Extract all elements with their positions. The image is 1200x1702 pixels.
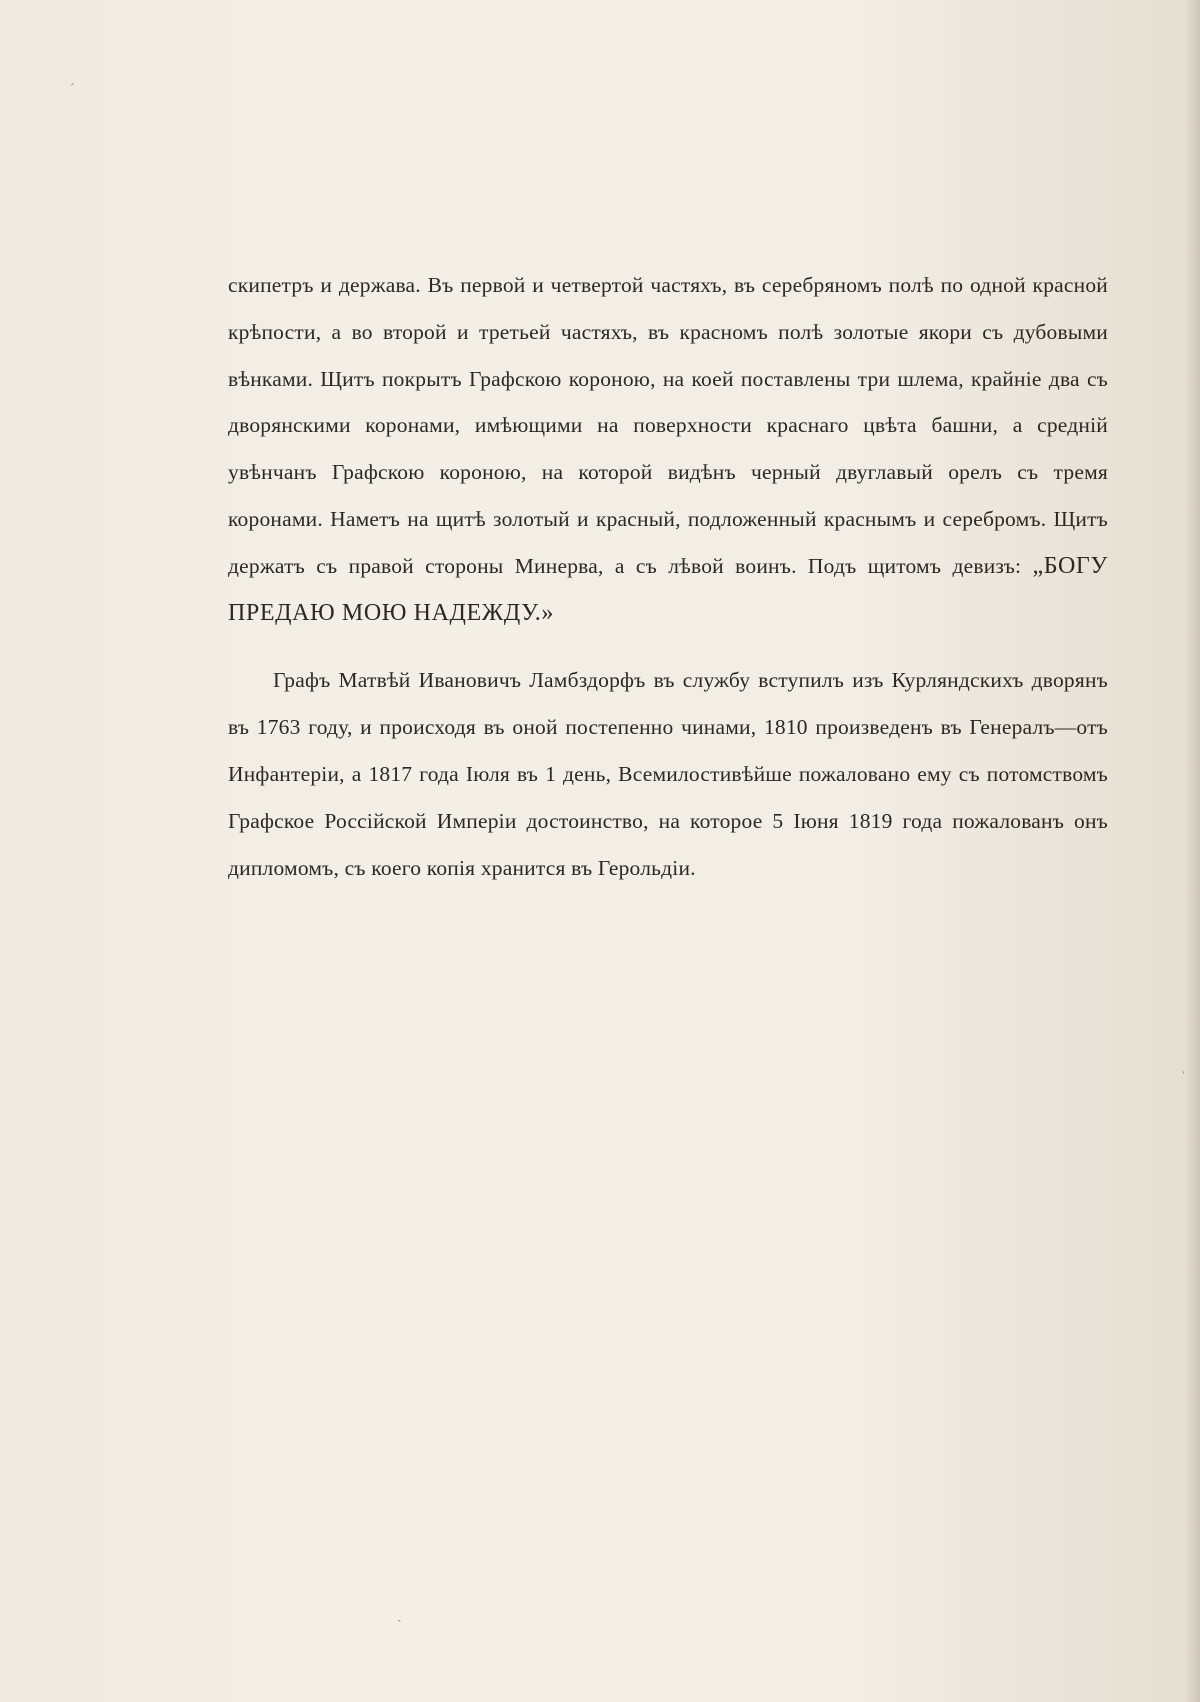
paper-speck: ˏ — [397, 1608, 402, 1623]
motto: „БОГУ ПРЕДАЮ МОЮ НАДЕЖДУ.» — [228, 552, 1108, 626]
body-text — [228, 262, 1108, 891]
paper-speck: ˊ — [70, 82, 75, 97]
paragraph-biography: Графъ Матвѣй Ивановичъ Ламбздорфъ въ службу вступилъ изъ Курляндскихъ дворянъ въ 1763 году, и происходя въ оной постепенно чинами, 1810 произведенъ въ Генералъ—отъ Инфантеріи, а 1817 года Іюля въ 1 день, Всемилостивѣйше пожаловано ему съ потомствомъ Графское Россійской Имперіи достоинство, на которое 5 Іюня 1819 года пожалованъ онъ дипломомъ, съ коего копія хранится въ Герольдіи. — [228, 668, 1108, 880]
coat-of-arms-description: скипетръ и держава. Въ первой и четвертой частяхъ, въ серебряномъ полѣ по одной красной крѣпости, а во второй и третьей частяхъ, въ красномъ полѣ золотые якори съ дубовыми вѣнками. Щитъ покрытъ Графскою короною, на коей поставлены три шлема, крайніе два съ дворянскими коронами, имѣющими на поверхности краснаго цвѣта башни, а средній увѣнчанъ Графскою короною, на которой видѣнъ черный двуглавый орелъ съ тремя коронами. Наметъ на щитѣ золотый и красный, подложенный краснымъ и серебромъ. Щитъ держатъ съ правой стороны Минерва, а съ лѣвой воинъ. Подъ щитомъ девизъ: — [228, 273, 1108, 578]
page-gutter-shadow — [1186, 0, 1200, 1702]
paragraph-coat-of-arms — [228, 262, 1108, 636]
paper-speck: ˈ — [1181, 1070, 1186, 1085]
